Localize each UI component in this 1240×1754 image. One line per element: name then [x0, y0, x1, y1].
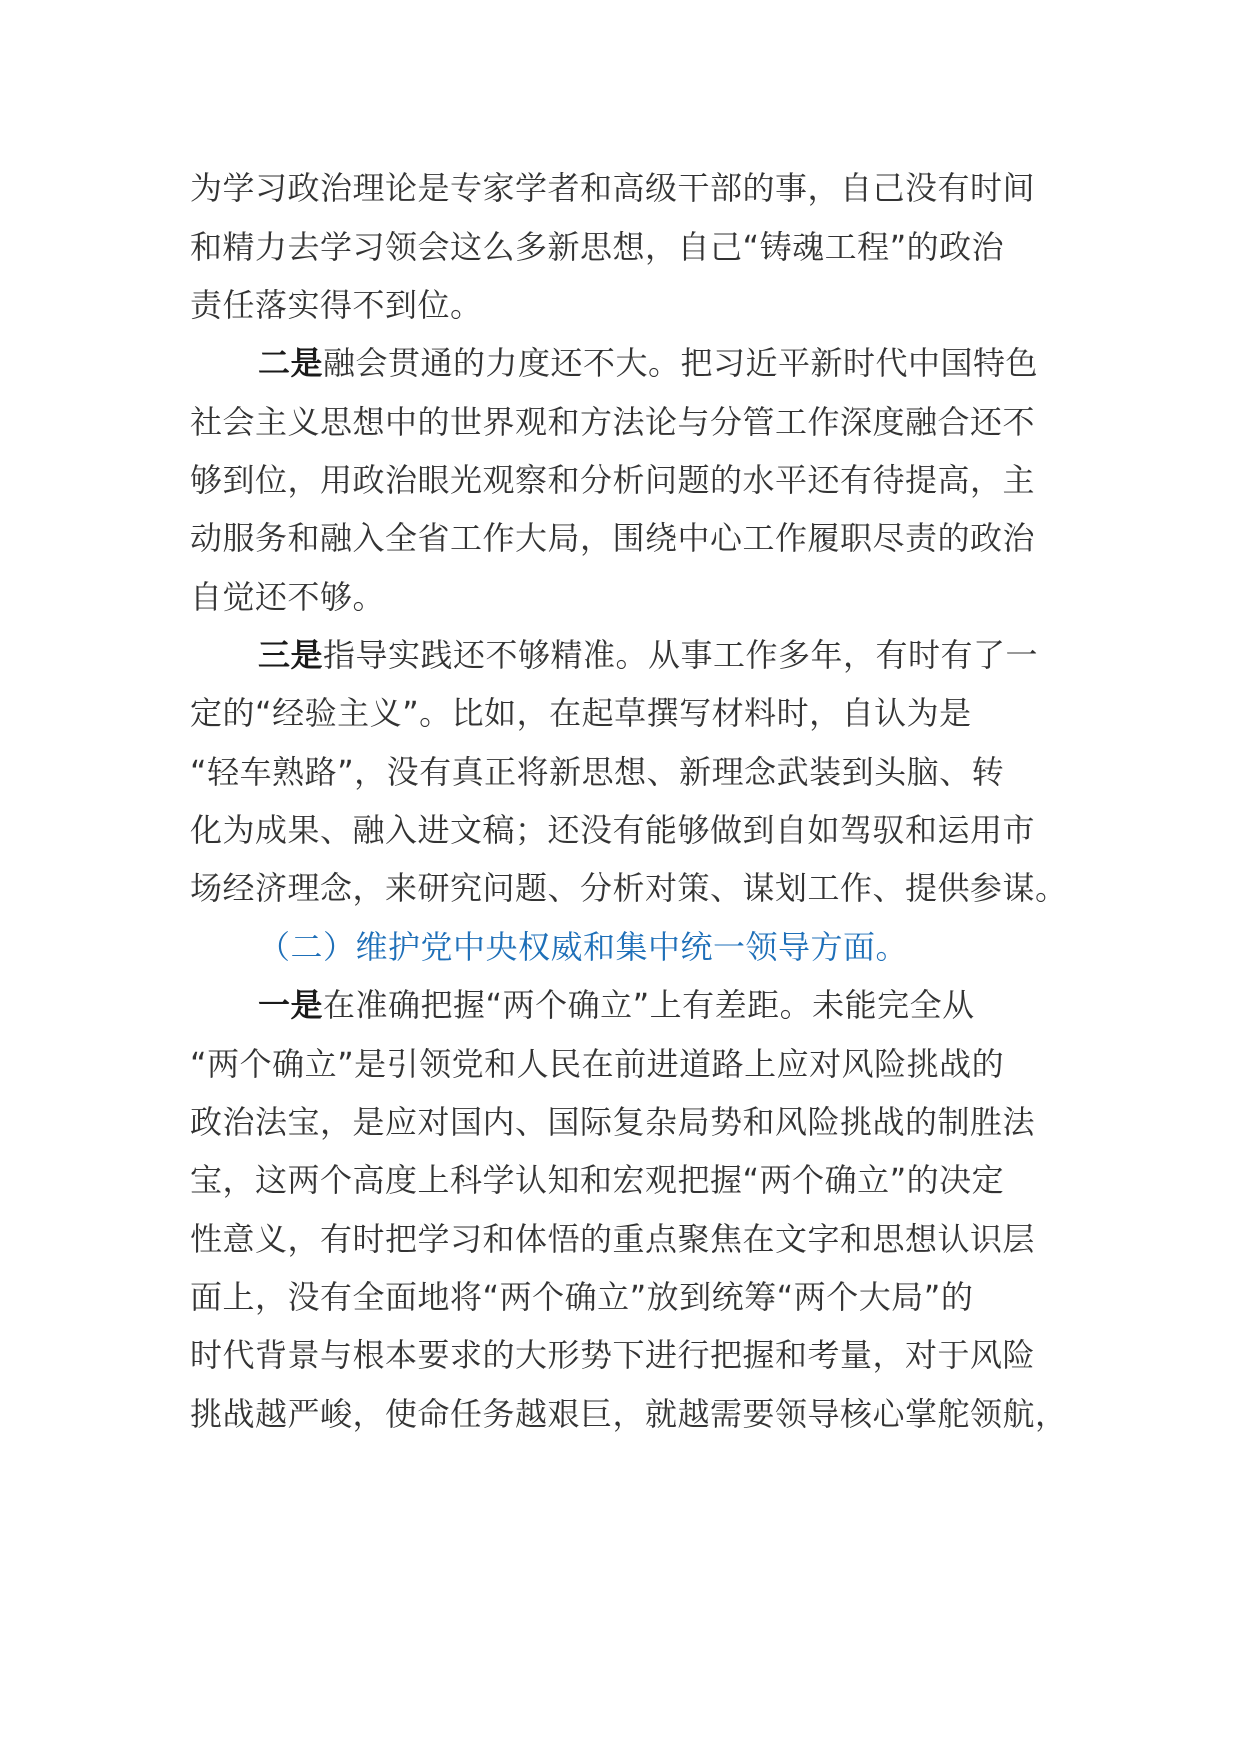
text-line: 动服务和融入全省工作大局，围绕中心工作履职尽责的政治 [190, 519, 1036, 557]
paragraph-first-text: 指导实践还不够精准。从事工作多年，有时有了一 [323, 636, 1039, 674]
text-line: 责任落实得不到位。 [190, 286, 483, 324]
text-line: 面上，没有全面地将“两个确立”放到统筹“两个大局”的 [190, 1278, 974, 1316]
text-line: “两个确立”是引领党和人民在前进道路上应对风险挑战的 [190, 1045, 1005, 1083]
paragraph-first-line [258, 985, 975, 1025]
text-line: 为学习政治理论是专家学者和高级干部的事，自己没有时间 [190, 169, 1036, 207]
section-heading: （二）维护党中央权威和集中统一领导方面。 [258, 928, 909, 966]
text-line: 挑战越严峻，使命任务越艰巨，就越需要领导核心掌舵领航， [190, 1395, 1068, 1433]
paragraph-first-line [258, 635, 1038, 675]
text-line: 场经济理念，来研究问题、分析对策、谋划工作、提供参谋。 [190, 869, 1068, 907]
text-line: 政治法宝，是应对国内、国际复杂局势和风险挑战的制胜法 [190, 1103, 1036, 1141]
text-line: “轻车熟路”，没有真正将新思想、新理念武装到头脑、转 [190, 753, 1005, 791]
text-line: 化为成果、融入进文稿；还没有能够做到自如驾驭和运用市 [190, 811, 1036, 849]
paragraph-lead: 三是 [258, 636, 324, 674]
text-line: 时代背景与根本要求的大形势下进行把握和考量，对于风险 [190, 1336, 1036, 1374]
text-line: 定的“经验主义”。比如，在起草撰写材料时，自认为是 [190, 694, 972, 732]
text-line: 和精力去学习领会这么多新思想，自己“铸魂工程”的政治 [190, 228, 1005, 266]
text-line: 宝，这两个高度上科学认知和宏观把握“两个确立”的决定 [190, 1161, 1005, 1199]
paragraph-lead: 一是 [258, 986, 324, 1024]
paragraph-first-line [258, 343, 1038, 383]
text-line: 性意义，有时把学习和体悟的重点聚焦在文字和思想认识层 [190, 1220, 1036, 1258]
text-line: 够到位，用政治眼光观察和分析问题的水平还有待提高，主 [190, 461, 1036, 499]
paragraph-lead: 二是 [258, 344, 324, 382]
paragraph-first-text: 融会贯通的力度还不大。把习近平新时代中国特色 [323, 344, 1039, 382]
paragraph-first-text: 在准确把握“两个确立”上有差距。未能完全从 [323, 986, 975, 1024]
text-line: 社会主义思想中的世界观和方法论与分管工作深度融合还不 [190, 403, 1036, 441]
text-line: 自觉还不够。 [190, 578, 386, 616]
